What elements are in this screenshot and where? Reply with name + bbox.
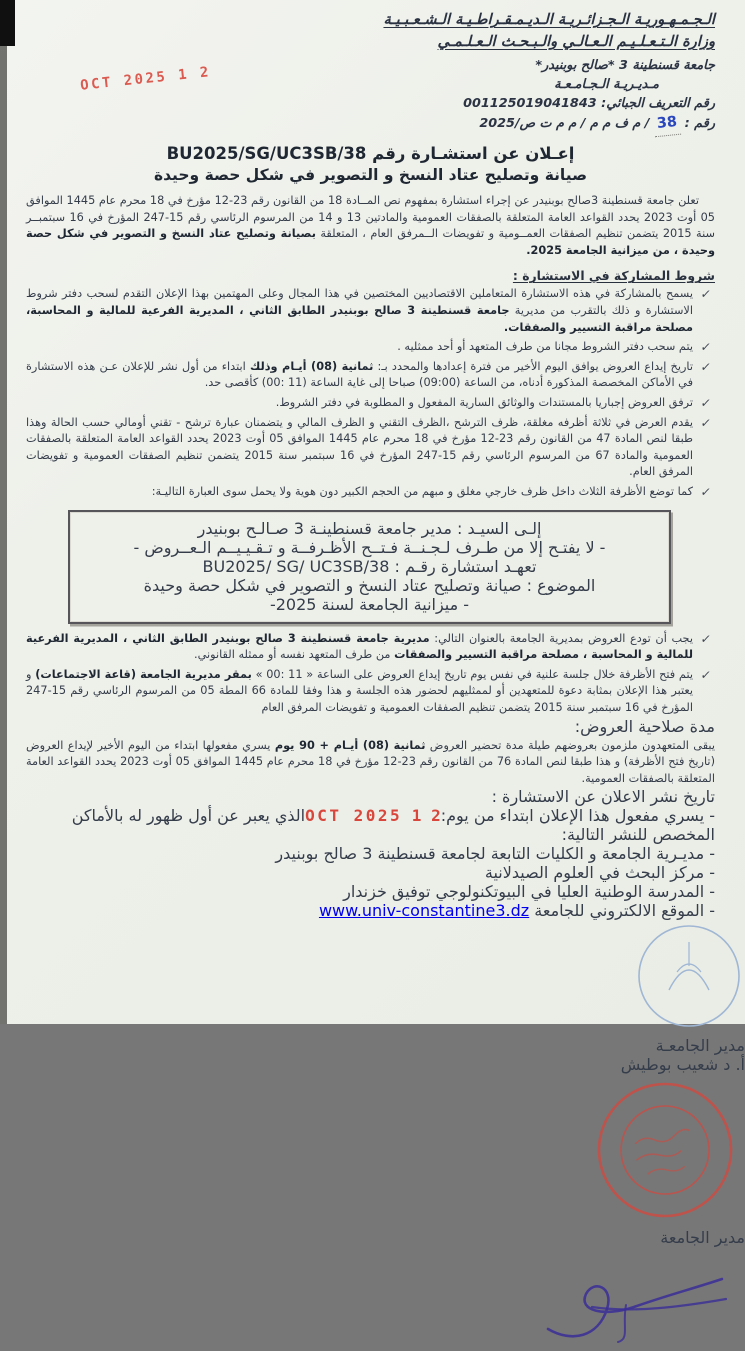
bullet-bold: ثمانية (08) أيـام وذلك: [249, 359, 374, 373]
bullet-text: من طرف المتعهد نفسه أو ممثله القانوني.: [193, 648, 395, 662]
blue-stamp-text-name: أ. د شعيب بوطيش: [620, 1055, 745, 1075]
date-stamp-bottom: 2 1 OCT 2025: [305, 806, 441, 826]
blue-stamp-text-title: مدير الجامعـة: [655, 1036, 745, 1056]
reference-number-line: [26, 113, 715, 136]
university-name: جامعة قسنطينة 3 *صالح بوبنيدر*: [535, 57, 715, 73]
dotted-fill-line: [305, 806, 441, 825]
box-ref-number: BU2025/ SG/ UC3SB/38: [202, 556, 390, 576]
tax-id-line: رقم التعريف الجبائي: 001125019041843: [463, 96, 715, 112]
publication-line-text: - يسري مفعول هذا الإعلان ابتداء من يوم:: [440, 806, 715, 826]
title-line-2: صيانة وتصليح عتاد النسخ و التصوير في شكل حصة وحيدة: [153, 166, 588, 185]
check-icon: ✓: [699, 667, 713, 682]
scan-corner-artifact: [0, 0, 15, 46]
box-consultation-ref-line: [78, 557, 661, 576]
bullet-item: [26, 359, 715, 392]
publication-heading: تاريخ نشر الاعلان عن الاستشارة :: [491, 787, 715, 807]
bullet-text: كما توضع الأظرفة الثلاث داخل ظرف خارجي مغلق و مبهم من الحجم الكبير دون هوية ولا يحمل سوى العبارة التاليـة:: [151, 485, 693, 498]
intro-text: تعلن جامعة قسنطينة 3صالح بوبنيدر عن إجراء استشارة بمفهوم نص المــادة 18 من القانون رقم 23-12 مؤرخ في 18 محرم عام 1445 الموافق 05 أوت 2023 يحدد القواعد العامة المتعلقة بالصفقات العمومية والمادتين 13 و 14 من المرسوم الرئاسي رقم 15-247 المؤرخ في 16 سبتمبــر سنة 2015 يتضمن تنظيم الصفقات العمــومية و تفويضات الــمرفق العام ، المتعلقة: [26, 194, 715, 241]
validity-heading-row: [26, 717, 715, 736]
bullet-text: ترفق العروض إجباريا بالمستندات والوثائق السارية المفعول و المطلوبة في دفتر الشروط.: [275, 396, 693, 410]
box-budget-line: - ميزانية الجامعة لسنة 2025-: [269, 594, 470, 614]
box-do-not-open-line: - لا يفتـح إلا من طـرف لـجـنــة فـتــح الأظـرفــة و تـقـيـيــم الـعــروض -: [133, 537, 606, 557]
box-subject-label: الموضوع :: [526, 575, 596, 595]
bullet-item: [26, 484, 715, 501]
bullet-text: يقدم العرض في ثلاثة أظرفه مغلقة، ظرف الترشح ،الظرف التقني و الظرف المالي و يتضمنان عبارة ترشح - تقني أومالي حسب الحالة وهذا طبقا لنص المادة 47 من القانون رقم 23-12 مؤرخ في 18 محرم عام 1445 الموافق 05 أوت 2023 يحدد القواعد العامة المتعلقة بالصفقات العمومية والمادة 67 من المرسوم الرئاسي رقم 15-247 المؤرخ في 16 سبتمبر سنة 2015 يتضمن تنظيم الصفقات العمومية و تفويضات المرفق العام.: [26, 415, 694, 479]
ministry-header-line: وزارة الـتـعـلـيـم الـعـالـي والـبـحـث الـعـلـمـي: [437, 32, 715, 50]
bullet-item: [26, 339, 715, 356]
list-item: - المدرسة الوطنية العليا في البيوتكنولوجي توفيق خزندار: [343, 882, 715, 902]
university-logo-watermark: [633, 920, 745, 1032]
publication-line-text: الذي يعبر عن أول ظهور له بالأماكن المخصص للنشر التالية:: [71, 806, 715, 845]
bullet-text: تاريخ إيداع العروض يوافق اليوم الأخير من فترة إعدادها والمحدد بـ:: [373, 359, 694, 373]
announcement-title: [26, 144, 715, 184]
box-subject-line: [78, 576, 661, 595]
publication-heading-row: [26, 787, 715, 806]
bullet-bold: جامعة قسنطينة 3 صالح بوبنيدر الطابق الثاني ، المديرية الفرعية للمالية و المحاسبة، مصلحة مراقبة التسيير والصفقات.: [26, 304, 693, 334]
org-block: [26, 56, 715, 136]
bullet-item: [26, 286, 715, 336]
red-circular-stamp: [585, 1074, 745, 1224]
validity-text: يبقى المتعهدون ملزمون بعروضهم طيلة مدة تحضير العروض: [425, 738, 715, 752]
directorate-name: مـديـريـة الـجـامـعـة: [554, 76, 659, 92]
bullet-bold: مديرية جامعة قسنطينة 3 صالح بوبنيدر الطابق الثاني ، المديرية الفرعية للمالية و المحاسبة ، مصلحة مراقبة التسيير والصفقات: [26, 631, 693, 662]
box-ref-label: تعهـد استشارة رقـم :: [394, 556, 537, 576]
box-addressee-line: إلـى السيـد : مدير جامعة قسنطينـة 3 صـالـح بوبنيدر: [197, 518, 542, 538]
bullet-bold: بمقر مديرية الجامعة (قاعة الاجتماعات): [35, 667, 252, 681]
bullet-text: يتم فتح الأظرفة خلال جلسة علنية في نفس يوم تاريخ إيداع العروض على الساعة « 11 :00 »: [251, 667, 693, 681]
title-line-1: إعـلان عن استشـارة رقم BU2025/SG/UC3SB/38: [166, 144, 575, 164]
website-label: - الموقع الالكتروني للجامعة: [534, 901, 715, 921]
intro-paragraph: [26, 193, 715, 259]
list-item: - مركز البحث في العلوم الصيدلانية: [484, 863, 715, 883]
handwritten-signature: [530, 1247, 745, 1347]
participation-heading: شروط المشاركة في الاستشارة :: [512, 268, 715, 284]
check-icon: ✓: [699, 415, 713, 430]
handwritten-ref-number: 38: [653, 112, 681, 137]
bullet-text: ابتداء من أول نشر للإعلان عـن هذه الاستشارة في الأماكن المخصصة المذكورة أدناه، من الساعة (09:00) صباحا إلى غاية الساعة (11 :00) كأقصى حد.: [26, 359, 693, 390]
scan-edge-artifact: [0, 0, 7, 1024]
intro-bold-text: بصيانة وتصليح عتاد النسخ و التصوير في شكل حصة وحيدة ، من ميزانية الجامعة 2025.: [26, 227, 715, 257]
website-list-item: [26, 901, 715, 920]
university-website-link[interactable]: www.univ-constantine3.dz: [318, 901, 530, 921]
signature-and-stamps-area: [0, 920, 745, 1351]
bullet-item: [26, 415, 715, 481]
ref-label: رقم :: [684, 116, 715, 132]
bullet-text: يجب أن تودع العروض بمديرية الجامعة بالعنوان التالي:: [429, 631, 693, 645]
check-icon: ✓: [699, 359, 713, 374]
validity-heading: مدة صلاحية العروض:: [574, 716, 715, 736]
publication-effective-line: [26, 806, 715, 844]
box-subject-text: صيانة وتصليح عتاد النسخ و التصوير في شكل حصة وحيدة: [143, 575, 522, 595]
bullet-item: [26, 667, 715, 717]
check-icon: ✓: [699, 485, 713, 499]
republic-header-line: الـجـمـهـوريـة الـجـزائـريـة الـديـمـقـراطـيـة الـشـعـبـيـة: [383, 11, 715, 28]
publication-places-list: [26, 844, 715, 920]
check-icon: ✓: [699, 396, 713, 411]
validity-paragraph: [26, 738, 715, 788]
validity-text: يسري مفعولها ابتداء من اليوم الأخير لإيداع العروض (تاريخ فتح الأظرفة) و هذا طبقا لنص المادة 76 من القانون رقم 23-12 مؤرخ في 18 محرم عام 1445 الموافق 05 أوت 2023 يحدد القواعد العامة المتعلقة بالصفقات العمومية.: [26, 738, 715, 785]
bullet-text: يتم سحب دفتر الشروط مجانا من طرف المتعهد أو أحد ممثليه .: [397, 340, 693, 354]
validity-bold: ثمانية (08) أيـام + 90 يوم: [274, 738, 426, 752]
check-icon: ✓: [699, 340, 713, 355]
check-icon: ✓: [699, 287, 713, 302]
bullet-text: يسمح بالمشاركة في هذه الاستشارة المتعاملين الاقتصاديين المختصين في هذا المجال وعلى المهتمين بهذا الإعلان التقدم لسحب دفتر شروط الاستشارة و ذلك بالتقرب من مديرية: [26, 287, 693, 318]
check-icon: ✓: [699, 631, 713, 646]
director-title-label: مدير الجامعة: [660, 1228, 745, 1248]
bullet-item: [26, 631, 715, 664]
ref-suffix: / م ف م م / م م ت ص/2025: [479, 116, 650, 132]
date-stamp-top: 2 1 OCT 2025: [79, 64, 212, 94]
bullet-text: و يعتبر هذا الإعلان بمثابة دعوة للمتعهدين أو لممثليهم لحضور هذه الجلسة و هذا وفقا للمادة 66 المطة 05 من المرسوم الرئاسي رقم 15-247 المؤرخ في 16 سبتمبر سنة 2015 يتضمن تنظيم الصفقات العمومية و تفويضات المرفق العام: [26, 667, 694, 714]
envelope-instruction-box: [68, 510, 671, 624]
list-item: - مديـرية الجامعة و الكليات التابعة لجامعة قسنطينة 3 صالح بوبنيدر: [275, 844, 715, 864]
bullet-item: [26, 395, 715, 412]
